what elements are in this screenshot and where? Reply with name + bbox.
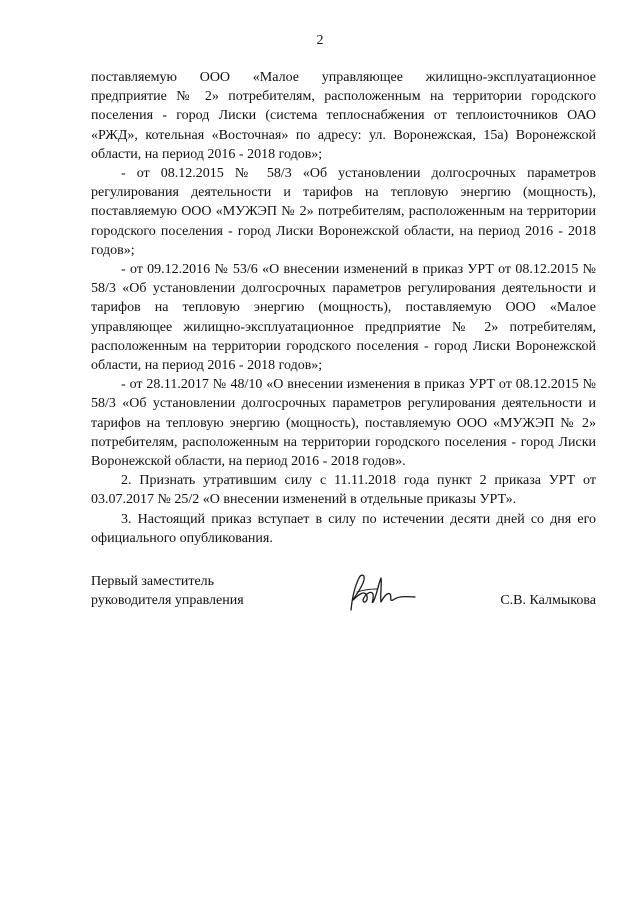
signatory-position	[91, 572, 311, 610]
signatory-name: С.В. Калмыкова	[500, 593, 596, 608]
signature-block	[91, 572, 596, 622]
paragraph-item-2: 2. Признать утратившим силу с 11.11.2018 года пункт 2 приказа УРТ от 03.07.2017 № 25/2 «О внесении изменений в отдельные приказы УРТ».	[91, 473, 596, 508]
signatory-position-line-1: Первый заместитель	[91, 574, 215, 589]
signatory-position-line-2: руководителя управления	[91, 593, 244, 609]
paragraph-continuation: поставляемую ООО «Малое управляющее жилищно-эксплуатационное предприятие № 2» потребителям, расположенным на территории городского поселения - город Лиски (система теплоснабжения от теплоисточников ОАО «РЖД», котельная «Восточная» по адресу: ул. Воронежская, 15а) Воронежской области, на период 2016 - 2018 годов»;	[91, 70, 596, 162]
document-body	[91, 68, 596, 548]
paragraph-order-53-6: - от 09.12.2016 № 53/6 «О внесении изменений в приказ УРТ от 08.12.2015 № 58/3 «Об установлении долгосрочных параметров регулирования деятельности и тарифов на тепловую энергию (мощность), поставляемую ООО «Малое управляющее жилищно-эксплуатационное предприятие № 2» потребителям, расположенным на территории городского поселения - город Лиски Воронежской области, на период 2016 - 2018 годов»;	[91, 262, 596, 374]
paragraph-item-3: 3. Настоящий приказ вступает в силу по истечении десяти дней со дня его официального опубликования.	[91, 511, 596, 546]
paragraph-order-48-10: - от 28.11.2017 № 48/10 «О внесении изменения в приказ УРТ от 08.12.2015 № 58/3 «Об установлении долгосрочных параметров регулирования деятельности и тарифов на тепловую энергию (мощность), поставляемую ООО «МУЖЭП № 2» потребителям, расположенным на территории городского поселения - город Лиски Воронежской области, на период 2016 - 2018 годов».	[91, 377, 596, 470]
paragraph-order-58-3: - от 08.12.2015 № 58/3 «Об установлении долгосрочных параметров регулирования деятельности и тарифов на тепловую энергию (мощность), поставляемую ООО «МУЖЭП № 2» потребителям, расположенным на территории городского поселения - город Лиски Воронежской области, на период 2016 - 2018 годов»;	[91, 166, 596, 258]
handwritten-signature	[343, 570, 433, 614]
page-number: 2	[316, 33, 324, 48]
